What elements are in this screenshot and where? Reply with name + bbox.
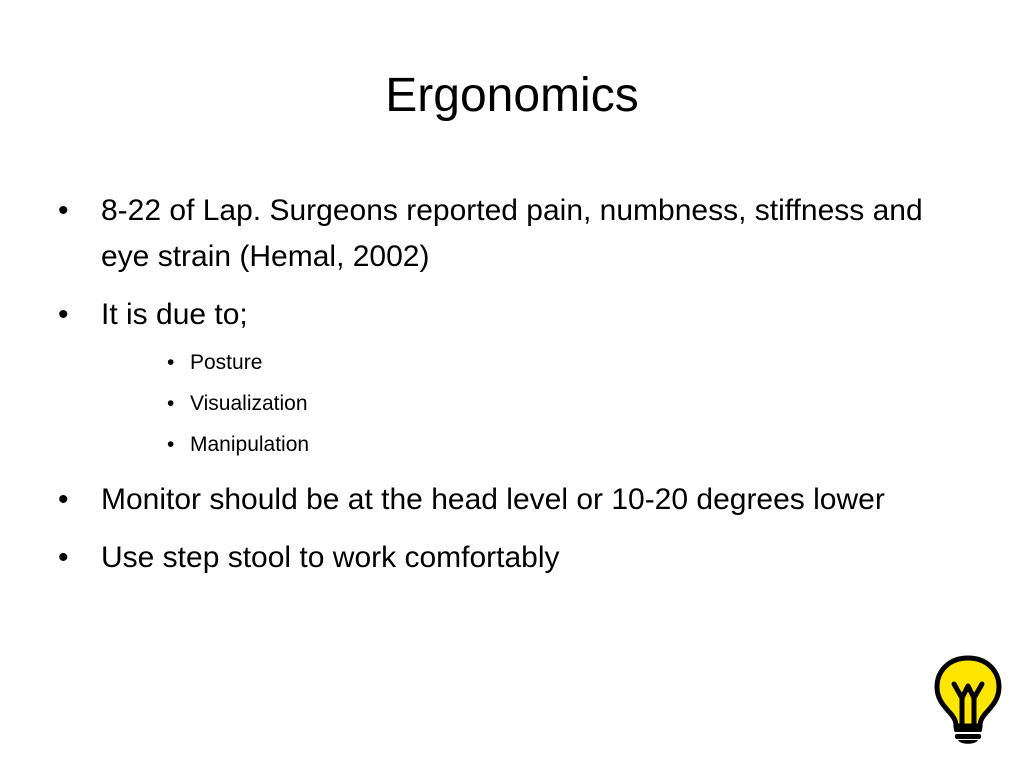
bullet-text: Use step stool to work comfortably <box>101 541 560 574</box>
bullet-text: It is due to; <box>101 298 248 331</box>
bulb-base-ring <box>954 726 982 732</box>
bulb-base-tip <box>958 740 978 744</box>
sub-bullet-text: Visualization <box>190 392 308 415</box>
sub-bullet-marker: • <box>167 351 175 374</box>
bullet-item <box>58 188 978 280</box>
bullet-marker: • <box>58 194 69 227</box>
sub-bullet-list <box>101 342 978 465</box>
bullet-list <box>58 188 978 593</box>
bullet-item <box>58 292 978 465</box>
bulb-base-ring <box>955 734 981 739</box>
bullet-item <box>58 477 978 523</box>
sub-bullet-text: Manipulation <box>190 433 310 456</box>
sub-bullet-item <box>101 424 978 465</box>
sub-bullet-item <box>101 342 978 383</box>
bullet-marker: • <box>58 298 69 331</box>
sub-bullet-item <box>101 383 978 424</box>
bullet-text: Monitor should be at the head level or 10-20 degrees lower <box>101 483 885 516</box>
bullet-marker: • <box>58 483 69 516</box>
sub-bullet-marker: • <box>167 433 175 456</box>
bullet-marker: • <box>58 541 69 574</box>
bullet-item <box>58 535 978 581</box>
sub-bullet-text: Posture <box>190 351 263 374</box>
bullet-text: 8-22 of Lap. Surgeons reported pain, numbness, stiffness and eye strain (Hemal, 2002) <box>101 194 923 273</box>
lightbulb-icon[interactable] <box>932 654 1004 746</box>
bulb-glass <box>937 658 999 726</box>
sub-bullet-marker: • <box>167 392 175 415</box>
slide-title: Ergonomics <box>385 69 639 122</box>
